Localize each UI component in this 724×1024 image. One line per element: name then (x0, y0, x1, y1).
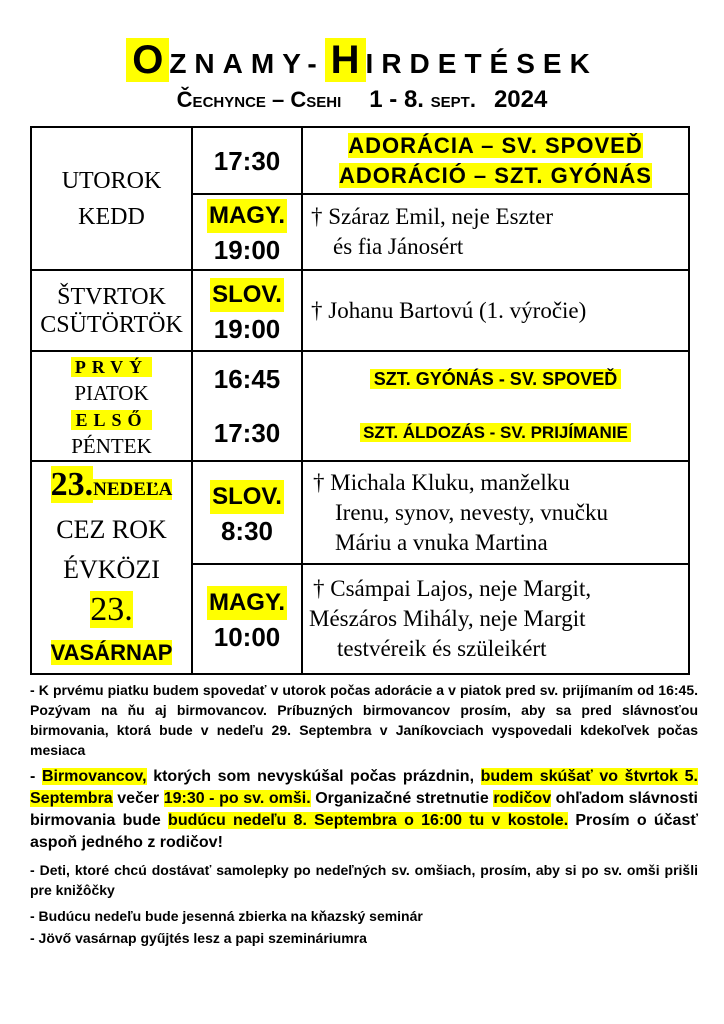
sunday-line2: CEZ ROK (56, 514, 167, 544)
table-row (31, 127, 689, 194)
language-label: SLOV. (210, 480, 284, 514)
announcements (30, 680, 698, 954)
language-label: MAGY. (207, 586, 287, 620)
intention-line: † Johanu Bartovú (1. výročie) (311, 297, 587, 323)
announcement-5: - Jövő vasárnap gyűjtés lesz a papi szemináriumra (30, 930, 367, 946)
intention-cell (302, 270, 689, 351)
event-text: SZT. ÁLDOZÁS - SV. PRIJÍMANIE (360, 423, 631, 442)
time-cell (192, 127, 302, 194)
time-cell (192, 351, 302, 406)
text: - (30, 768, 42, 785)
sunday-label-hu: VASÁRNAP (50, 639, 173, 665)
day-sk: UTOROK (61, 167, 162, 194)
title-letter-h: H (325, 38, 366, 82)
time: 19:00 (213, 235, 281, 265)
time-cell (192, 406, 302, 461)
intention-cell (302, 194, 689, 270)
highlight: Birmovancov, (41, 768, 147, 785)
text: večer (112, 790, 164, 807)
intention-cell (302, 564, 689, 674)
subtitle-month: sept. (430, 87, 476, 112)
event-cell (302, 406, 689, 461)
time-cell (192, 194, 302, 270)
time: 16:45 (213, 364, 281, 394)
time: 17:30 (213, 418, 281, 448)
day-sk: ŠTVRTOK (57, 283, 166, 310)
event-sk: ADORÁCIA – SV. SPOVEĎ (348, 132, 643, 158)
table-row (31, 351, 689, 406)
title-hirdetesek: IRDETÉSEK (365, 48, 598, 79)
intention-line: testvéreik és szüleikért (337, 636, 547, 661)
subtitle-dates: 1 - 8. (369, 86, 424, 113)
day-hu: PÉNTEK (71, 434, 152, 458)
time-cell (192, 461, 302, 564)
page-title (0, 36, 724, 84)
highlight: 19:30 - po sv. omši. (163, 790, 311, 807)
schedule-table (30, 126, 690, 675)
table-row (31, 270, 689, 351)
day-hu: CSÜTÖRTÖK (40, 311, 183, 338)
intention-line: Mészáros Mihály, neje Margit (309, 606, 586, 631)
day-cell-tuesday (31, 127, 192, 270)
table-row (31, 461, 689, 564)
time: 8:30 (220, 515, 274, 546)
subtitle-place: Čechynce – Csehi (176, 87, 342, 112)
highlight: rodičov (493, 790, 552, 807)
language-label: SLOV. (210, 278, 284, 312)
day-hu: KEDD (78, 203, 145, 230)
event-text: SZT. GYÓNÁS - SV. SPOVEĎ (370, 369, 621, 389)
intention-line: és fia Jánosért (333, 234, 464, 259)
announcement-4: - Budúcu nedeľu bude jesenná zbierka na kňazský seminár (30, 908, 423, 924)
time-cell (192, 270, 302, 351)
text: Prosím o účasť aspoň jedného z rodičov! (30, 812, 699, 851)
intention-cell (302, 461, 689, 564)
subtitle-year: 2024 (493, 86, 548, 113)
first-sk: PRVÝ (71, 357, 152, 377)
highlight: budem skúšať vo štvrtok 5. Septembra (30, 768, 698, 807)
time: 19:00 (213, 313, 281, 344)
event-cell (302, 127, 689, 194)
event-cell (302, 351, 689, 406)
intention-line: † Michala Kluku, manželku (313, 469, 570, 495)
language-label: MAGY. (207, 199, 287, 233)
intention-line: Máriu a vnuka Martina (335, 529, 548, 555)
text: ohľadom slávnosti birmovania bude (30, 790, 699, 829)
highlight: budúcu nedeľu 8. Septembra o 16:00 tu v kostole. (168, 812, 569, 829)
text: Organizačné stretnutie (310, 790, 494, 807)
event-hu: ADORÁCIÓ – SZT. GYÓNÁS (339, 162, 652, 188)
intention-line: Irenu, synov, nevesty, vnučku (335, 499, 608, 525)
text: ktorých som nevyskúšal počas prázdnin, (146, 768, 481, 785)
intention-line: † Csámpai Lajos, neje Margit, (313, 576, 592, 601)
day-cell-friday (31, 351, 192, 461)
first-hu: ELSŐ (71, 410, 151, 430)
sunday-number-hu: 23. (90, 590, 133, 628)
day-sk: PIATOK (74, 381, 149, 405)
time-cell (192, 564, 302, 674)
sunday-line3: ÉVKÖZI (63, 554, 160, 584)
day-cell-sunday (31, 461, 192, 674)
sunday-label-sk: NEDEĽA (93, 478, 173, 500)
title-oznamy: ZNAMY- (169, 48, 325, 79)
intention-line: † Száraz Emil, neje Eszter (311, 204, 554, 229)
announcement-3: - Deti, ktoré chcú dostávať samolepky po nedeľných sv. omšiach, prosím, aby si po sv. omši prišli pre knižôčky (30, 862, 698, 898)
day-cell-thursday (31, 270, 192, 351)
announcement-1: - K prvému piatku budem spovedať v utorok počas adorácie a v piatok pred sv. prijímaním od 16:45. Pozývam na ňu aj birmovancov. Príbuzných birmovancov prosím, aby sa pred slávnosťou birmovania, ktorá bude v nedeľu 29. Septembra v Janíkovciach vyspovedali kdekoľvek počas mesiaca (30, 682, 698, 758)
time: 17:30 (213, 145, 281, 176)
time: 10:00 (213, 622, 281, 652)
announcement-2 (30, 766, 698, 854)
title-letter-o: O (126, 38, 169, 82)
page-subtitle (0, 86, 724, 114)
sunday-number-sk: 23. (50, 465, 94, 503)
